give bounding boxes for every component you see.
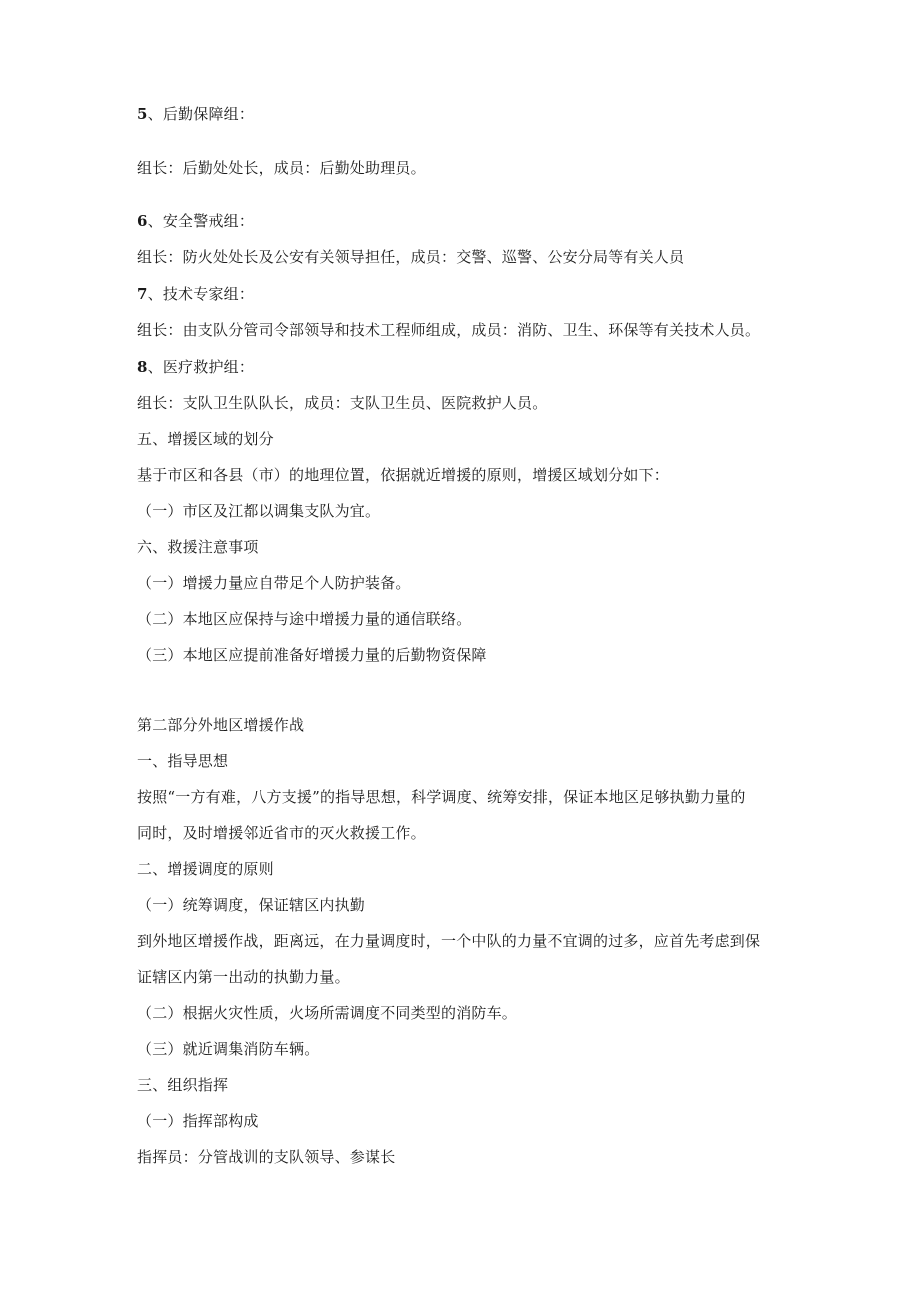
guiding-thought-line-1: 按照“一方有难，八方支援”的指导思想，科学调度、统筹安排，保证本地区足够执勤力量的 [137, 788, 746, 806]
section-6-heading [137, 211, 254, 231]
section-number: 7 [137, 285, 148, 303]
part-6-item-1: （一）增援力量应自带足个人防护装备。 [137, 574, 411, 592]
dispatch-item-1-line-1: 到外地区增援作战，距离远，在力量调度时，一个中队的力量不宜调的过多，应首先考虑到保 [137, 932, 761, 950]
section-7-heading [137, 284, 254, 304]
section-6-members: 组长：防火处处长及公安有关领导担任，成员：交警、巡警、公安分局等有关人员 [137, 248, 685, 266]
part-6-item-2: （二）本地区应保持与途中增援力量的通信联络。 [137, 610, 472, 628]
part-5-item-1: （一）市区及江都以调集支队为宜。 [137, 502, 381, 520]
command-heading: 三、组织指挥 [137, 1076, 229, 1094]
commander-line: 指挥员：分管战训的支队领导、参谋长 [137, 1148, 396, 1166]
dispatch-item-2: （二）根据火灾性质，火场所需调度不同类型的消防车。 [137, 1004, 518, 1022]
section-8-members: 组长：支队卫生队队长，成员：支队卫生员、医院救护人员。 [137, 394, 548, 412]
section-7-members: 组长：由支队分管司令部领导和技术工程师组成，成员：消防、卫生、环保等有关技术人员。 [137, 321, 761, 339]
part-5-heading: 五、增援区域的划分 [137, 430, 274, 448]
section-5-heading [137, 104, 254, 124]
part-5-intro: 基于市区和各县（市）的地理位置，依据就近增援的原则，增援区域划分如下： [137, 466, 670, 484]
section-number: 8 [137, 358, 148, 376]
guiding-thought-heading: 一、指导思想 [137, 752, 229, 770]
dispatch-item-3: （三）就近调集消防车辆。 [137, 1040, 320, 1058]
section-8-heading [137, 357, 254, 377]
section-title: 、安全警戒组： [147, 212, 255, 230]
section-number: 6 [137, 212, 148, 230]
dispatch-item-1: （一）统筹调度，保证辖区内执勤 [137, 896, 366, 914]
section-5-members: 组长：后勤处处长，成员：后勤处助理员。 [137, 159, 426, 177]
part-two-title: 第二部分外地区增援作战 [137, 716, 305, 734]
section-title: 、医疗救护组： [147, 358, 255, 376]
part-6-item-3: （三）本地区应提前准备好增援力量的后勤物资保障 [137, 646, 487, 664]
guiding-thought-line-2: 同时，及时增援邻近省市的灭火救援工作。 [137, 824, 426, 842]
command-item-1: （一）指挥部构成 [137, 1112, 259, 1130]
part-6-heading: 六、救援注意事项 [137, 538, 259, 556]
dispatch-principles-heading: 二、增援调度的原则 [137, 860, 274, 878]
section-title: 、技术专家组： [147, 285, 255, 303]
dispatch-item-1-line-2: 证辖区内第一出动的执勤力量。 [137, 968, 350, 986]
section-title: 、后勤保障组： [147, 105, 255, 123]
section-number: 5 [137, 105, 148, 123]
